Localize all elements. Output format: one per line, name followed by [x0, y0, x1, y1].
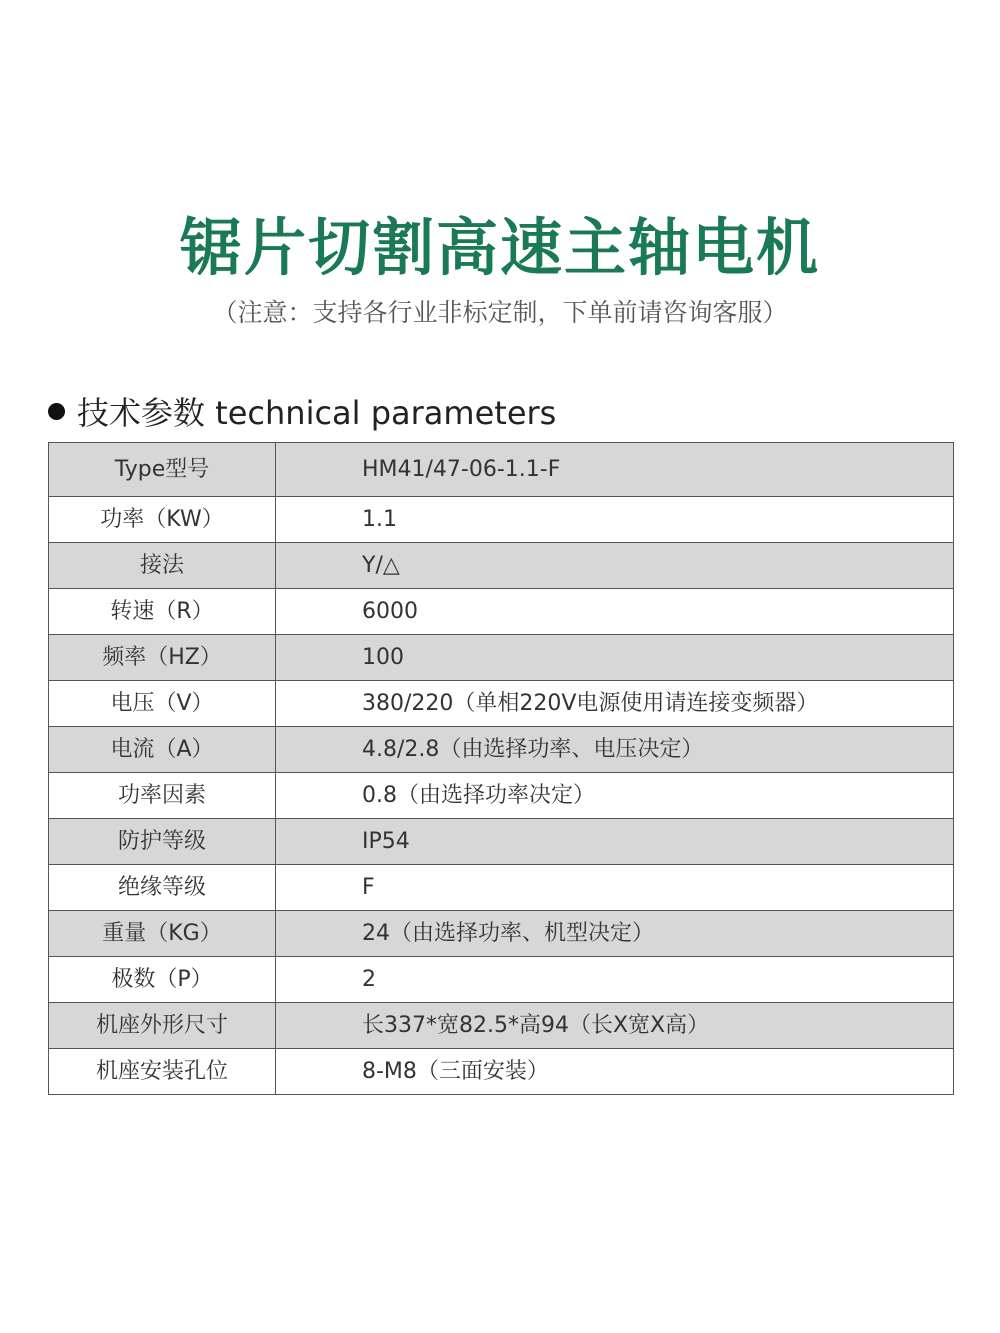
- table-row: [49, 589, 954, 635]
- table-row: [49, 1049, 954, 1095]
- page-subtitle: （注意：支持各行业非标定制，下单前请咨询客服）: [212, 298, 788, 327]
- table-row: [49, 957, 954, 1003]
- row-value: 6000: [276, 589, 954, 635]
- table-row: [49, 497, 954, 543]
- section-heading-text: 技术参数 technical parameters: [77, 394, 557, 432]
- row-label: 功率（KW）: [49, 497, 276, 543]
- row-value: 4.8/2.8（由选择功率、电压决定）: [276, 727, 954, 773]
- row-value: 0.8（由选择功率决定）: [276, 773, 954, 819]
- table-row: [49, 1003, 954, 1049]
- row-value: 1.1: [276, 497, 954, 543]
- row-value: 2: [276, 957, 954, 1003]
- row-label: 绝缘等级: [49, 865, 276, 911]
- section-heading: [48, 388, 556, 434]
- row-label: 功率因素: [49, 773, 276, 819]
- row-value: 100: [276, 635, 954, 681]
- row-value: Y/△: [276, 543, 954, 589]
- table-row: [49, 443, 954, 497]
- row-label: 电流（A）: [49, 727, 276, 773]
- row-value: 长337*宽82.5*高94（长X宽X高）: [276, 1003, 954, 1049]
- row-label: 机座安装孔位: [49, 1049, 276, 1095]
- row-label: 电压（V）: [49, 681, 276, 727]
- row-label: 转速（R）: [49, 589, 276, 635]
- table-row: [49, 727, 954, 773]
- row-value: 8-M8（三面安装）: [276, 1049, 954, 1095]
- row-value: HM41/47-06-1.1-F: [276, 443, 954, 497]
- table-row: [49, 773, 954, 819]
- page-title: 锯片切割高速主轴电机: [179, 211, 820, 284]
- row-value: 380/220（单相220V电源使用请连接变频器）: [276, 681, 954, 727]
- table-row: [49, 681, 954, 727]
- row-label: 防护等级: [49, 819, 276, 865]
- spec-table: [48, 442, 954, 1095]
- row-label: 重量（KG）: [49, 911, 276, 957]
- row-label: 机座外形尺寸: [49, 1003, 276, 1049]
- table-row: [49, 543, 954, 589]
- row-label: 接法: [49, 543, 276, 589]
- table-row: [49, 911, 954, 957]
- row-value: 24（由选择功率、机型决定）: [276, 911, 954, 957]
- table-row: [49, 819, 954, 865]
- table-row: [49, 635, 954, 681]
- row-label: 频率（HZ）: [49, 635, 276, 681]
- row-value: IP54: [276, 819, 954, 865]
- row-value: F: [276, 865, 954, 911]
- table-row: [49, 865, 954, 911]
- bullet-icon: [48, 403, 65, 420]
- row-label: Type型号: [49, 443, 276, 497]
- row-label: 极数（P）: [49, 957, 276, 1003]
